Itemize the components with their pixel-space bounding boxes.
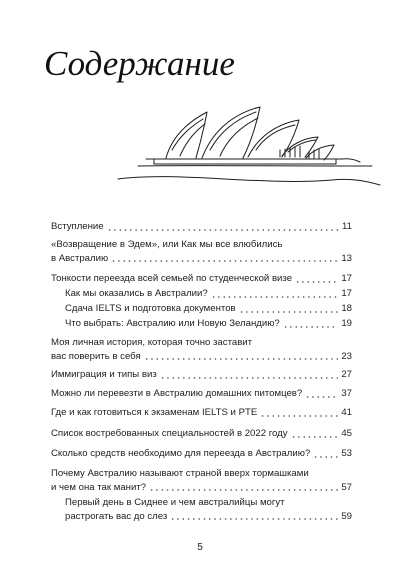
- toc-entry-title: Сколько средств необходимо для переезда в Австралию?: [51, 448, 311, 459]
- toc-entry-title: Первый день в Сиднее и чем австралийцы могут: [65, 497, 285, 508]
- toc-line: [51, 368, 352, 382]
- toc-entry-title: Можно ли перевезти в Австралию домашних питомцев?: [51, 388, 303, 399]
- toc-entry-title: Что выбрать: Австралию или Новую Зеландию?: [65, 318, 280, 329]
- toc-page-number: 41: [341, 407, 352, 418]
- toc-line: [51, 350, 352, 364]
- toc-entry-title: Где и как готовиться к экзаменам IELTS и PTE: [51, 407, 258, 418]
- dot-leader: [239, 311, 339, 313]
- toc-line: [51, 406, 352, 420]
- dot-leader: [305, 396, 338, 398]
- dot-leader: [211, 296, 339, 298]
- toc-page-number: 45: [341, 428, 352, 439]
- toc-entry: [51, 447, 352, 461]
- toc-page-number: 17: [341, 273, 352, 284]
- dot-leader: [144, 358, 339, 360]
- toc-page-number: 11: [342, 221, 352, 232]
- toc-entry: [51, 467, 352, 494]
- toc-page-number: 53: [341, 448, 352, 459]
- dot-leader: [160, 377, 339, 379]
- toc-entry-title: Сдача IELTS и подготовка документов: [65, 303, 236, 314]
- toc-page-number: 57: [341, 481, 352, 493]
- toc-line: [51, 387, 352, 401]
- dot-leader: [111, 260, 338, 262]
- sydney-opera-house-icon: [110, 100, 390, 195]
- toc-subentry: [65, 287, 352, 301]
- toc-entry-title-continued: растрогать вас до слез: [65, 510, 168, 522]
- toc-line: [51, 427, 352, 441]
- toc-entry-title-continued: в Австралию: [51, 252, 109, 264]
- toc-page-number: 19: [341, 318, 352, 329]
- toc-page-number: 23: [341, 350, 352, 362]
- toc-entry: [51, 368, 352, 382]
- toc-entry-title-continued: и чем она так манит?: [51, 481, 147, 493]
- toc-entry-title: Тонкости переезда всей семьей по студенческой визе: [51, 273, 293, 284]
- toc-page-number: 13: [341, 252, 352, 264]
- toc-entry: [51, 272, 352, 286]
- toc-entry: [51, 336, 352, 363]
- toc-line: [65, 302, 352, 316]
- dot-leader: [260, 415, 338, 417]
- dot-leader: [283, 326, 339, 328]
- harbour-lines: [118, 159, 380, 185]
- dot-leader: [291, 436, 339, 438]
- toc-line: [65, 317, 352, 331]
- toc-entry-title: Как мы оказались в Австралии?: [65, 288, 208, 299]
- toc-line: [51, 252, 352, 266]
- page-title: Содержание: [44, 44, 235, 83]
- toc-line: [65, 510, 352, 524]
- toc-entry-title: Моя личная история, которая точно заставит: [51, 337, 253, 348]
- dot-leader: [107, 229, 339, 231]
- dot-leader: [313, 456, 338, 458]
- toc-line: [51, 447, 352, 461]
- toc-line: [51, 272, 352, 286]
- dot-leader: [295, 281, 338, 283]
- toc-line: [65, 496, 352, 510]
- toc-entry-title-continued: вас поверить в себя: [51, 350, 141, 362]
- toc-page-number: 17: [341, 288, 352, 299]
- toc-entry-title: Почему Австралию называют страной вверх тормашками: [51, 468, 309, 479]
- toc-page-number: 37: [341, 388, 352, 399]
- page-number: 5: [197, 542, 203, 553]
- toc-page-number: 18: [341, 303, 352, 314]
- dot-leader: [170, 518, 338, 520]
- toc-entry: [51, 406, 352, 420]
- toc-entry-title: «Возвращение в Эдем», или Как мы все влюбились: [51, 239, 283, 250]
- toc-line: [51, 220, 352, 234]
- opera-house-shells: [166, 107, 334, 160]
- toc-line: [51, 481, 352, 495]
- toc-page-number: 59: [341, 510, 352, 522]
- toc-entry: [51, 238, 352, 265]
- dot-leader: [149, 489, 338, 491]
- toc-entry-title: Список востребованных специальностей в 2022 году: [51, 428, 288, 439]
- toc-entry: [51, 220, 352, 234]
- toc-entry: [51, 387, 352, 401]
- toc-page-number: 27: [341, 369, 352, 380]
- toc-entry-title: Иммиграция и типы виз: [51, 369, 157, 380]
- toc-subentry: [65, 317, 352, 331]
- toc-subentry: [65, 496, 352, 523]
- toc-subentry: [65, 302, 352, 316]
- toc-entry: [51, 427, 352, 441]
- toc-line: [65, 287, 352, 301]
- toc-line: [51, 336, 352, 350]
- toc-line: [51, 467, 352, 481]
- toc-line: [51, 238, 352, 252]
- toc-entry-title: Вступление: [51, 221, 104, 232]
